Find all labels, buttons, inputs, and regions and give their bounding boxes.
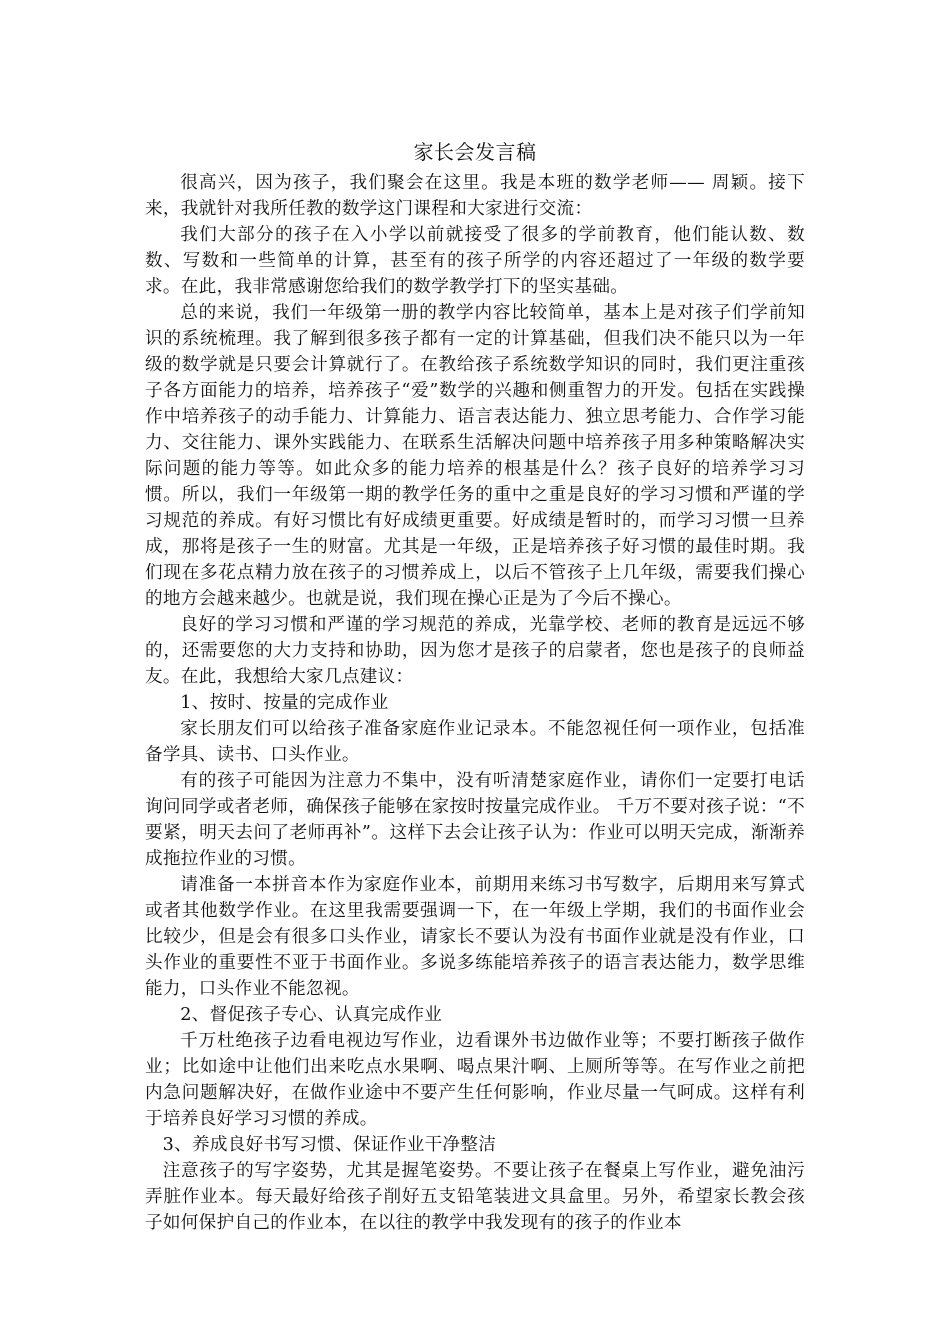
paragraph-pinyin-notebook: 请准备一本拼音本作为家庭作业本，前期用来练习书写数字，后期用来写算式或者其他数学作业。在这里我需要强调一下，在一年级上学期，我们的书面作业会比较少，但是会有很多口头作业，请家长不要认为没有书面作业就是没有作业，口头作业的重要性不亚于书面作业。多说多练能培养孩子的语言表达能力，数学思维能力，口头作业不能忽视。 bbox=[145, 875, 805, 999]
paragraph-suggestions-intro: 良好的学习习惯和严谨的学习规范的养成，光靠学校、老师的教育是远远不够的，还需要您的大力支持和协助，因为您才是孩子的启蒙者，您也是孩子的良师益友。在此，我想给大家几点建议： bbox=[145, 615, 805, 687]
paragraph-homework-record: 家长朋友们可以给孩子准备家庭作业记录本。不能忽视任何一项作业，包括准备学具、读书、口头作业。 bbox=[145, 719, 805, 765]
section-heading-3: 3、养成良好书写习惯、保证作业干净整洁 bbox=[162, 1135, 497, 1155]
section-heading-1: 1、按时、按量的完成作业 bbox=[180, 693, 389, 713]
paragraph-homework-attention: 有的孩子可能因为注意力不集中，没有听清楚家庭作业，请你们一定要打电话询问同学或者老师，确保孩子能够在家按时按量完成作业。 千万不要对孩子说：“不要紧，明天去问了老师再补”。这样下去会让孩子认为：作业可以明天完成，渐渐养成拖拉作业的习惯。 bbox=[145, 771, 805, 869]
paragraph-preschool: 我们大部分的孩子在入小学以前就接受了很多的学前教育，他们能认数、数数、写数和一些简单的计算，甚至有的孩子所学的内容还超过了一年级的数学要求。在此，我非常感谢您给我们的数学教学打下的坚实基础。 bbox=[145, 225, 805, 297]
paragraph-intro: 很高兴，因为孩子，我们聚会在这里。我是本班的数学老师—— 周颖。接下来，我就针对我所任教的数学这门课程和大家进行交流： bbox=[145, 173, 805, 219]
section-heading-2: 2、督促孩子专心、认真完成作业 bbox=[180, 1005, 443, 1025]
paragraph-writing-posture: 注意孩子的写字姿势，尤其是握笔姿势。不要让孩子在餐桌上写作业，避免油污弄脏作业本。每天最好给孩子削好五支铅笔装进文具盒里。另外，希望家长教会孩子如何保护自己的作业本，在以往的教学中我发现有的孩子的作业本 bbox=[145, 1161, 805, 1233]
paragraph-overview: 总的来说，我们一年级第一册的教学内容比较简单，基本上是对孩子们学前知识的系统梳理。我了解到很多孩子都有一定的计算基础，但我们决不能只以为一年级的数学就是只要会计算就行了。在教给孩子系统数学知识的同时，我们更注重孩子各方面能力的培养，培养孩子“爱”数学的兴趣和侧重智力的开发。包括在实践操作中培养孩子的动手能力、计算能力、语言表达能力、独立思考能力、合作学习能力、交往能力、课外实践能力、在联系生活解决问题中培养孩子用多种策略解决实际问题的能力等等。如此众多的能力培养的根基是什么？孩子良好的培养学习习惯。所以，我们一年级第一期的教学任务的重中之重是良好的学习习惯和严谨的学习规范的养成。有好习惯比有好成绩更重要。好成绩是暂时的，而学习习惯一旦养成，那将是孩子一生的财富。尤其是一年级，正是培养孩子好习惯的最佳时期。我们现在多花点精力放在孩子的习惯养成上，以后不管孩子上几年级，需要我们操心的地方会越来越少。也就是说，我们现在操心正是为了今后不操心。 bbox=[145, 303, 805, 609]
document-page bbox=[145, 136, 805, 1236]
paragraph-focus: 千万杜绝孩子边看电视边写作业，边看课外书边做作业等；不要打断孩子做作业；比如途中让他们出来吃点水果啊、喝点果汁啊、上厕所等等。在写作业之前把内急问题解决好，在做作业途中不要产生任何影响，作业尽量一气呵成。这样有利于培养良好学习习惯的养成。 bbox=[145, 1031, 805, 1129]
document-title: 家长会发言稿 bbox=[413, 140, 537, 164]
